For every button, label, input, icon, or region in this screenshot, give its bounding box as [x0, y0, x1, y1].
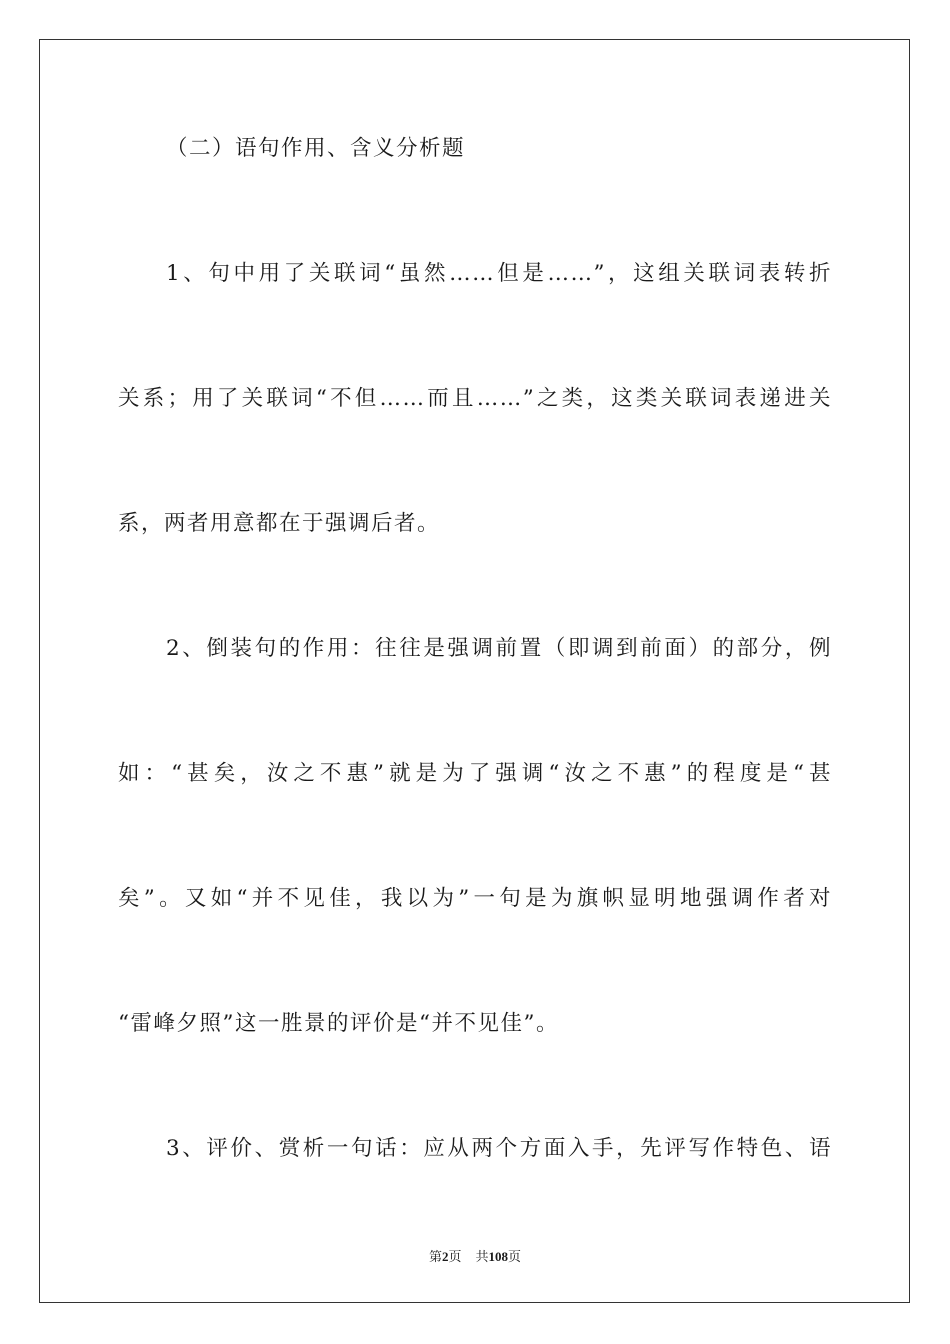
paragraph-2-line-1: 2、倒装句的作用：往往是强调前置（即调到前面）的部分，例	[166, 636, 832, 661]
paragraph-2-line-3: 矣”。又如“并不见佳，我以为”一句是为旗帜显明地强调作者对	[118, 886, 832, 911]
paragraph-2-line-4: “雷峰夕照”这一胜景的评价是“并不见佳”。	[118, 1011, 559, 1036]
paragraph-2-line-2: 如：“甚矣，汝之不惠”就是为了强调“汝之不惠”的程度是“甚	[118, 761, 832, 786]
section-heading: （二）语句作用、含义分析题	[166, 136, 466, 161]
page-border	[39, 39, 910, 1303]
paragraph-3-line-1: 3、评价、赏析一句话：应从两个方面入手，先评写作特色、语	[166, 1136, 832, 1161]
footer-total-suffix: 页	[508, 1249, 522, 1264]
paragraph-1-line-2: 关系；用了关联词“不但……而且……”之类，这类关联词表递进关	[118, 386, 832, 411]
footer-total-pages: 108	[488, 1249, 509, 1264]
footer-page-number: 2	[441, 1249, 449, 1264]
paragraph-1-line-1: 1、句中用了关联词“虽然……但是……”，这组关联词表转折	[166, 261, 832, 286]
footer-page-prefix: 第	[428, 1249, 442, 1264]
paragraph-1-line-3: 系，两者用意都在于强调后者。	[118, 511, 441, 536]
footer-total-prefix: 共	[475, 1249, 489, 1264]
page-footer	[0, 1248, 950, 1266]
footer-page-suffix: 页	[448, 1249, 462, 1264]
